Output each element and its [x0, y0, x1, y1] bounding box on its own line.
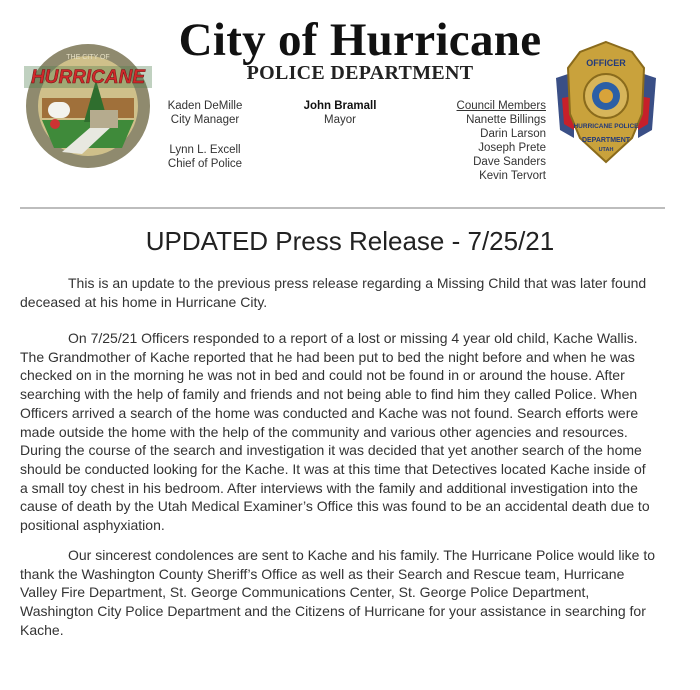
- city-seal-logo: [22, 40, 154, 172]
- council-block: [440, 99, 546, 183]
- paragraph-text: This is an update to the previous press release regarding a Missing Child that was later found deceased at his home in Hurricane City.: [20, 275, 647, 310]
- council-member: Kevin Tervort: [479, 170, 546, 182]
- paragraph-thanks: [20, 546, 656, 640]
- press-release-heading: UPDATED Press Release - 7/25/21: [145, 226, 555, 256]
- council-member: Joseph Prete: [478, 142, 546, 154]
- badge-police-text: HURRICANE POLICE: [573, 123, 639, 130]
- badge-utah-text: UTAH: [598, 147, 614, 153]
- paragraph-details: [20, 329, 656, 535]
- seal-name-text: HURRICANE: [31, 67, 145, 88]
- mayor-block: [290, 99, 390, 127]
- city-manager-name: Kaden DeMille: [167, 100, 243, 112]
- chief-name: Lynn L. Excell: [169, 144, 241, 156]
- city-manager-title: City Manager: [170, 114, 240, 126]
- council-member: Dave Sanders: [473, 156, 546, 168]
- chief-title: Chief of Police: [167, 158, 243, 170]
- letterhead-subtitle: POLICE DEPARTMENT: [246, 62, 474, 84]
- city-manager-block: [160, 99, 250, 127]
- council-member: Darin Larson: [480, 128, 546, 140]
- paragraph-intro: [20, 274, 656, 311]
- council-member: Nanette Billings: [466, 114, 546, 126]
- letterhead-title: City of Hurricane: [178, 14, 542, 66]
- mayor-name: John Bramall: [303, 100, 377, 112]
- badge-department-text: DEPARTMENT: [581, 137, 631, 144]
- badge-officer-text: OFFICER: [586, 58, 626, 68]
- paragraph-text: Our sincerest condolences are sent to Kache and his family. The Hurricane Police would like to thank the Washington County Sheriff’s Office as well as their Search and Rescue team, Hurricane Valley Fire Department, St. George Communications Center, St. George Police Department, Washington City Police Department and the Citizens of Hurricane for your assistance in searching for Kache.: [20, 547, 656, 638]
- paragraph-text: On 7/25/21 Officers responded to a report of a lost or missing 4 year old child, Kache Wallis. The Grandmother of Kache reported that he had been put to bed the night before and when he was checked on in the morning he was not in bed and could not be found in or around the house. After searching with the help of family and friends and not being able to find him they called Police. When Officers arrived a search of the home was conducted and Kache was not found. Search efforts were made outside the home with the help of the community and various other agencies and resources. During the course of the search and investigation it was decided that yet another search of the home should be conducted looking for the Kache. It was at this time that Detectives located Kache inside of a small toy chest in his bedroom. After interviews with the family and additional investigation into the cause of death by the Utah Medical Examiner’s Office this was found to be an accidental death due to positional asphyxiation.: [20, 330, 650, 534]
- seal-city-text: THE CITY OF: [66, 54, 110, 61]
- mayor-title: Mayor: [324, 114, 356, 126]
- chief-block: [160, 143, 250, 171]
- header-divider: [20, 207, 665, 209]
- council-heading: Council Members: [456, 100, 546, 112]
